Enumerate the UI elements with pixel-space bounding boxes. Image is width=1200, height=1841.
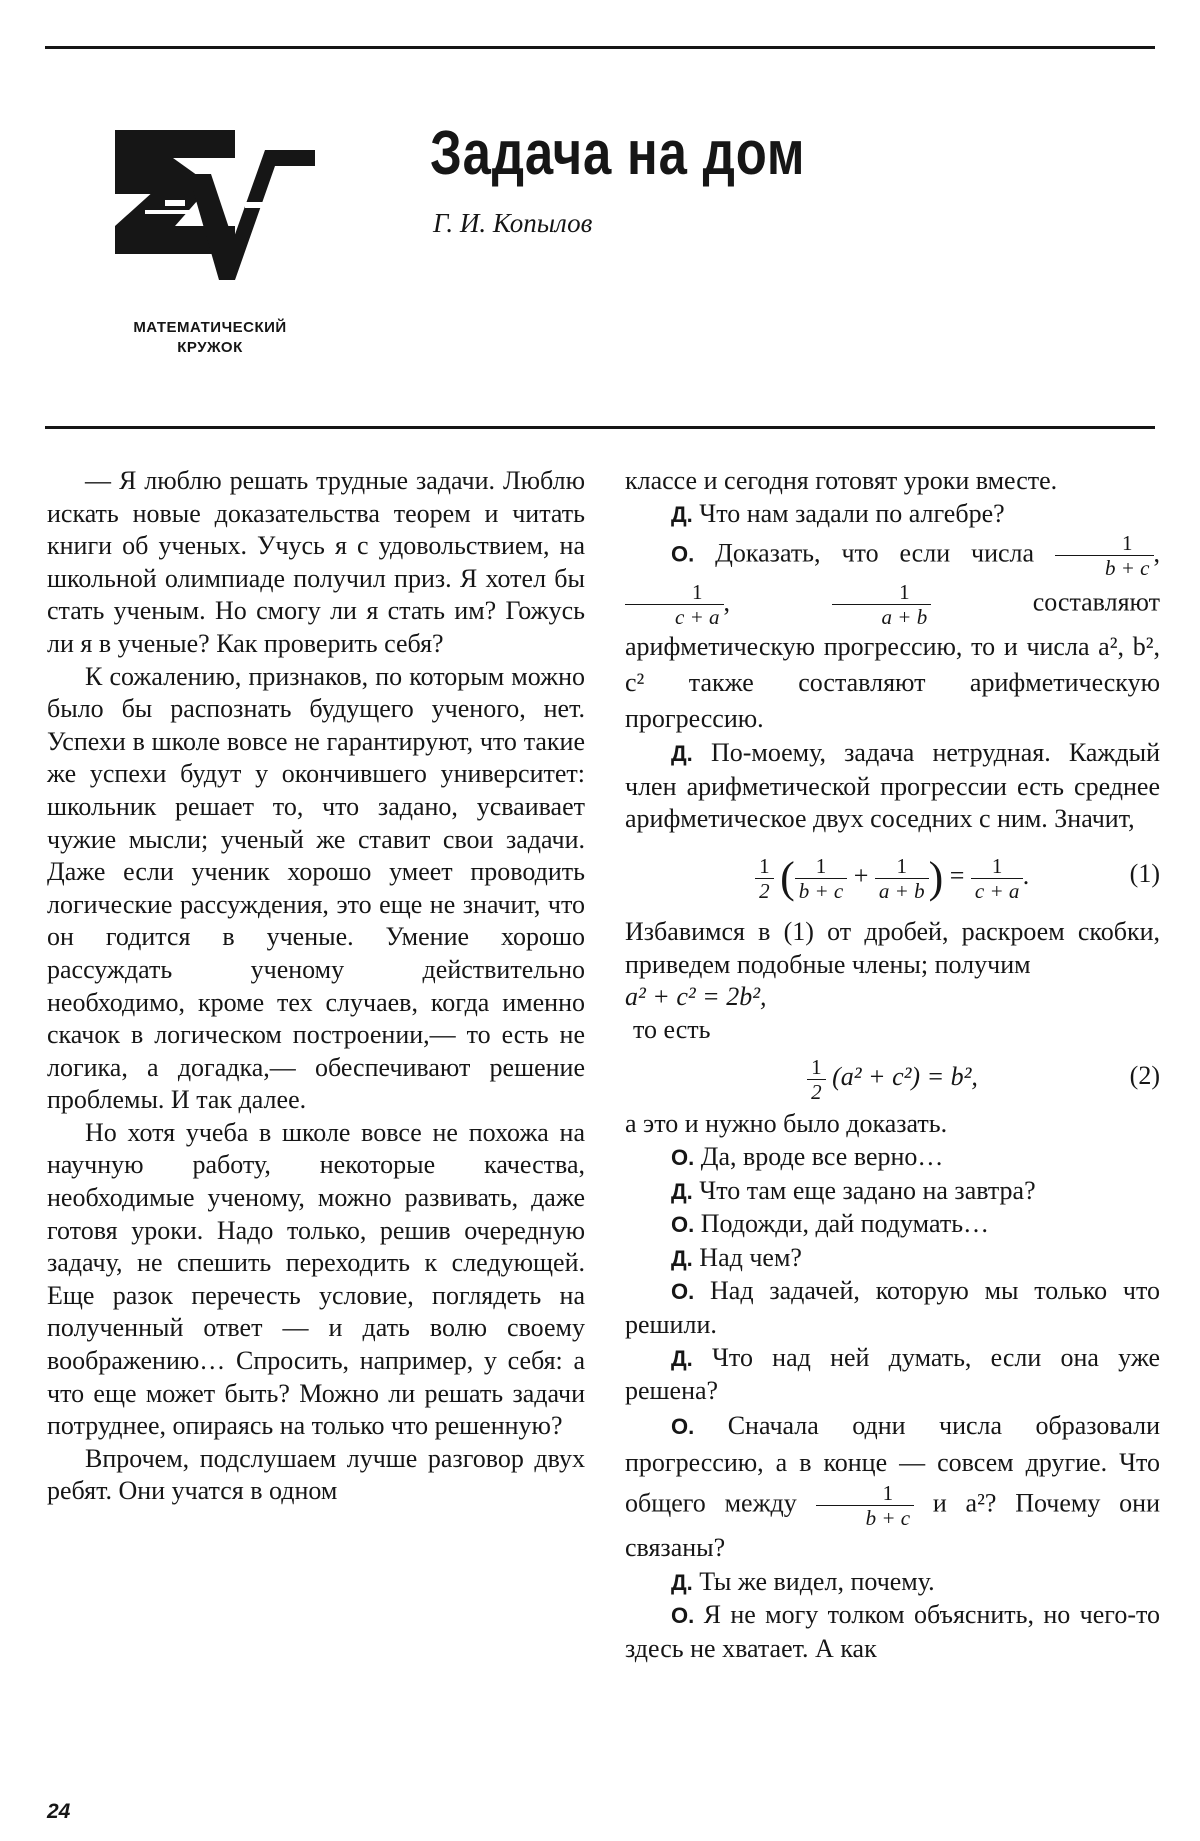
section-rubric: [105, 318, 315, 358]
paragraph: то есть: [633, 1014, 711, 1044]
speaker-label: О.: [671, 541, 695, 567]
equation-2: $\frac{1}{2}$ (a² + c²) = b², (2): [625, 1046, 1160, 1108]
paragraph: Но хотя учеба в школе вовсе не похожа на научную работу, некоторые качества, необходимые ученому, можно развивать, даже готовя уроки. Надо только, решив очередную задачу, не спешить переходить к следующей. Еще разок перечесть условие, поглядеть на полученный ответ — и дать волю своему воображению… Спросить, например, у себя: а что еще может быть? Можно ли решать задачи потруднее, опираясь на только что решенную?: [47, 1117, 585, 1441]
dialogue-line: Д. Что нам задали по алгебре?: [671, 498, 1005, 528]
rubric-line-2: КРУЖОК: [177, 339, 243, 356]
speaker-label: О.: [671, 1212, 695, 1238]
page-number: 24: [47, 1800, 71, 1823]
speaker-label: Д.: [671, 1178, 693, 1204]
left-column: [47, 465, 585, 1508]
equation-mid: a² + c² = 2b²,: [625, 982, 767, 1012]
speaker-label: Д.: [671, 741, 693, 767]
dialogue-line: Д. Над чем?: [671, 1242, 802, 1272]
fraction: $\frac{1}{2}$: [807, 1055, 826, 1104]
dialogue-line: О. Да, вроде все верно…: [671, 1141, 944, 1171]
speaker-label: О.: [671, 1144, 695, 1170]
speaker-label: Д.: [671, 1245, 693, 1271]
dialogue-line: Д. Ты же видел, почему.: [671, 1566, 935, 1596]
article-author: Г. И. Копылов: [433, 208, 593, 238]
dialogue-line: О. Сначала одни числа образовали прогрессию, а в конце — совсем другие. Что общего между $\frac{1}{b + c}$ и a²? Почему они связаны?: [625, 1410, 1160, 1562]
fraction: $\frac{1}{c + a}$: [625, 580, 724, 629]
sigma-root-logo: [115, 130, 315, 300]
paragraph: К сожалению, признаков, по которым можно было бы распознать будущего ученого, нет. Успехи в школе вовсе не гарантируют, что такие же успехи будут у окончившего университет: школьник решает то, что задано, усваивает чужие мысли; ученый же ставит свои задачи. Даже если ученик хорошо умеет проводить логические рассуждения, это еще не значит, что он годится в ученые. Умение хорошо рассуждать ученому действительно необходимо, кроме тех случаев, когда именно скачок в логическом построении,— то есть не логика, а догадка,— обеспечивают решение проблемы. И так далее.: [47, 661, 585, 1115]
dialogue-line: Д. Что там еще задано на завтра?: [671, 1175, 1036, 1205]
dialogue-line: О. Над задачей, которую мы только что решили.: [625, 1276, 1160, 1339]
paragraph: Впрочем, подслушаем лучше разговор двух ребят. Они учатся в одном: [47, 1443, 585, 1506]
dialogue-line: О. Доказать, что если числа $\frac{1}{b + c}$ , $\frac{1}{c + a}$ , $\frac{1}{a + b}$ составляют арифметическую прогрессию, то и числа a², b², c² также составляют арифметическую прогрессию.: [625, 531, 1161, 734]
equation-number: (1): [1129, 858, 1160, 888]
equation-1: $\frac{1}{2}$ ( $\frac{1}{b + c}$ + $\frac{1}{a + b}$ ) = $\frac{1}{c + a}$ . (1): [625, 836, 1160, 916]
fraction: $\frac{1}{c + a}$: [971, 854, 1024, 903]
math-circle-emblem: [115, 130, 315, 300]
paragraph: — Я люблю решать трудные задачи. Люблю искать новые доказательства теорем и читать книги об ученых. Учусь я с удовольствием, на школьной олимпиаде получил приз. Я хотел бы стать ученым. Но смогу ли я стать им? Гожусь ли я в ученые? Как проверить себя?: [47, 466, 585, 658]
fraction: $\frac{1}{a + b}$: [832, 580, 932, 629]
article-title: Задача на дом: [430, 119, 806, 188]
fraction: $\frac{1}{b + c}$: [795, 854, 848, 903]
fraction: $\frac{1}{b + c}$: [816, 1481, 915, 1530]
fraction: $\frac{1}{2}$: [755, 854, 774, 903]
dialogue-line: О. Подожди, дай подумать…: [671, 1209, 990, 1239]
rubric-line-1: МАТЕМАТИЧЕСКИЙ: [133, 319, 287, 336]
speaker-label: Д.: [671, 1569, 693, 1595]
right-column: [625, 465, 1160, 1665]
fraction: $\frac{1}{a + b}$: [875, 854, 929, 903]
dialogue-line: Д. По-моему, задача нетрудная. Каждый член арифметической прогрессии есть среднее арифметическое двух соседних с ним. Значит,: [625, 738, 1160, 834]
paragraph: классе и сегодня готовят уроки вместе.: [625, 466, 1058, 495]
speaker-label: О.: [671, 1279, 695, 1305]
dialogue-line: Д. Что над ней думать, если она уже решена?: [625, 1342, 1161, 1406]
fraction: $\frac{1}{b + c}$: [1055, 531, 1154, 580]
speaker-label: Д.: [671, 501, 693, 527]
speaker-label: О.: [671, 1603, 695, 1629]
speaker-label: О.: [671, 1413, 695, 1439]
paragraph: Избавимся в (1) от дробей, раскроем скобки, приведем подобные члены; получим: [625, 916, 1160, 979]
dialogue-line: О. Я не могу толком объяснить, но чего-то здесь не хватает. А как: [625, 1600, 1160, 1663]
top-rule: [45, 46, 1155, 49]
equation-number: (2): [1129, 1061, 1160, 1091]
speaker-label: Д.: [671, 1345, 693, 1371]
header-rule: [45, 426, 1155, 429]
paragraph: а это и нужно было доказать.: [625, 1109, 948, 1139]
